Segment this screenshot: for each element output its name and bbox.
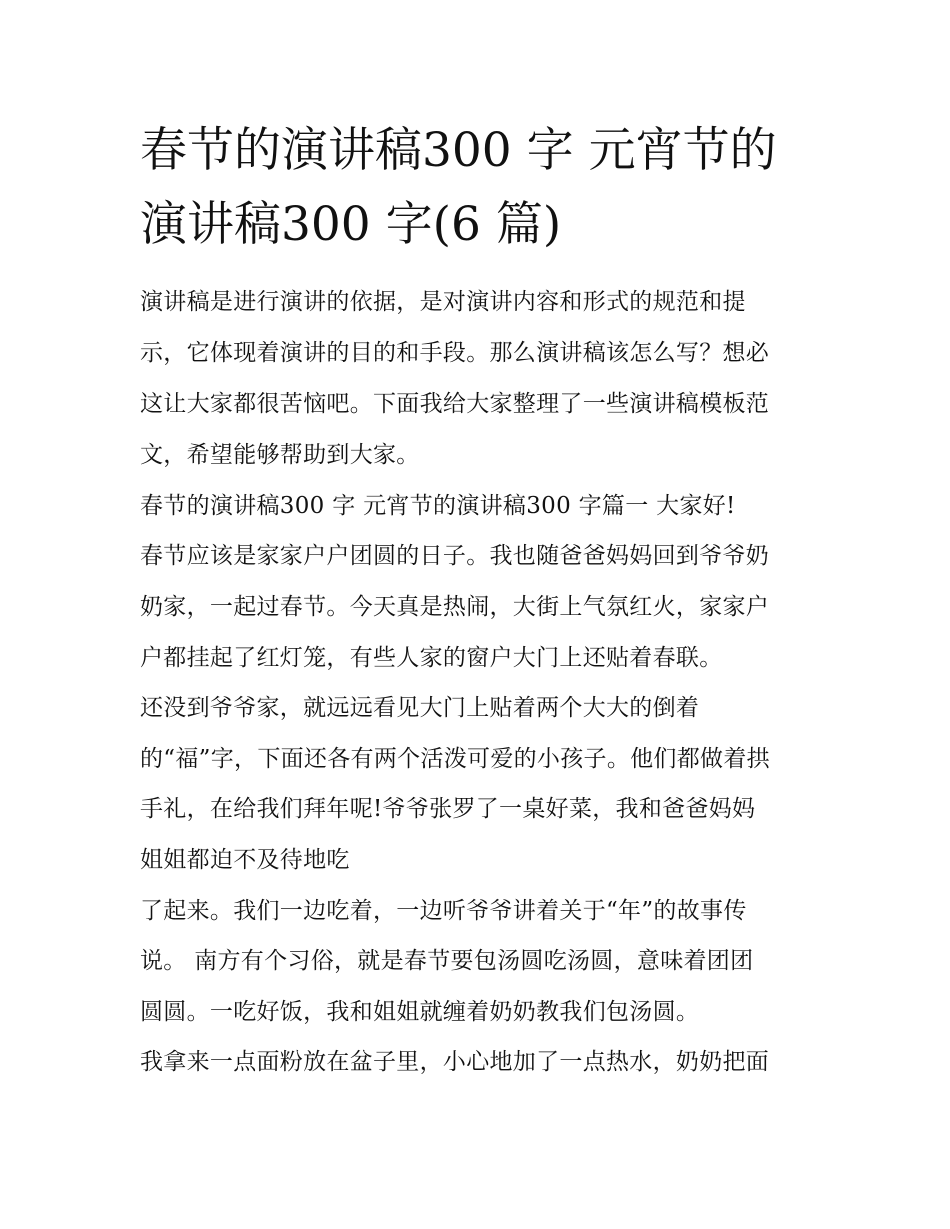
body-line: 户都挂起了红灯笼，有些人家的窗户大门上还贴着春联。	[140, 645, 723, 671]
body-line: 还没到爷爷家，就远远看见大门上贴着两个大大的倒着	[140, 695, 700, 721]
body-line: 演讲稿是进行演讲的依据，是对演讲内容和形式的规范和提	[140, 289, 746, 315]
document-title: 春节的演讲稿300 字 元宵节的演讲稿300 字(6 篇)	[140, 123, 777, 252]
body-line: 圆圆。一吃好饭，我和姐姐就缠着奶奶教我们包汤圆。	[140, 999, 700, 1025]
section-heading-line: 春节的演讲稿300 字 元宵节的演讲稿300 字篇一 大家好!	[140, 493, 736, 519]
body-line: 姐姐都迫不及待地吃	[140, 847, 350, 873]
body-line: 说。 南方有个习俗，就是春节要包汤圆吃汤圆，意味着团团	[140, 948, 754, 974]
body-line: 我拿来一点面粉放在盆子里，小心地加了一点热水，奶奶把面	[140, 1049, 770, 1075]
body-line: 手礼，在给我们拜年呢!爷爷张罗了一桌好菜，我和爸爸妈妈	[140, 796, 756, 822]
body-line: 的“福”字，下面还各有两个活泼可爱的小孩子。他们都做着拱	[140, 746, 770, 772]
body-line: 了起来。我们一边吃着，一边听爷爷讲着关于“年”的故事传	[140, 898, 747, 924]
body-line: 文，希望能够帮助到大家。	[140, 442, 420, 468]
body-line: 春节应该是家家户户团圆的日子。我也随爸爸妈妈回到爷爷奶	[140, 543, 770, 569]
body-line: 示，它体现着演讲的目的和手段。那么演讲稿该怎么写？想必	[140, 340, 770, 366]
body-line: 奶家，一起过春节。今天真是热闹，大街上气氛红火，家家户	[140, 594, 770, 620]
body-line: 这让大家都很苦恼吧。下面我给大家整理了一些演讲稿模板范	[140, 391, 770, 417]
